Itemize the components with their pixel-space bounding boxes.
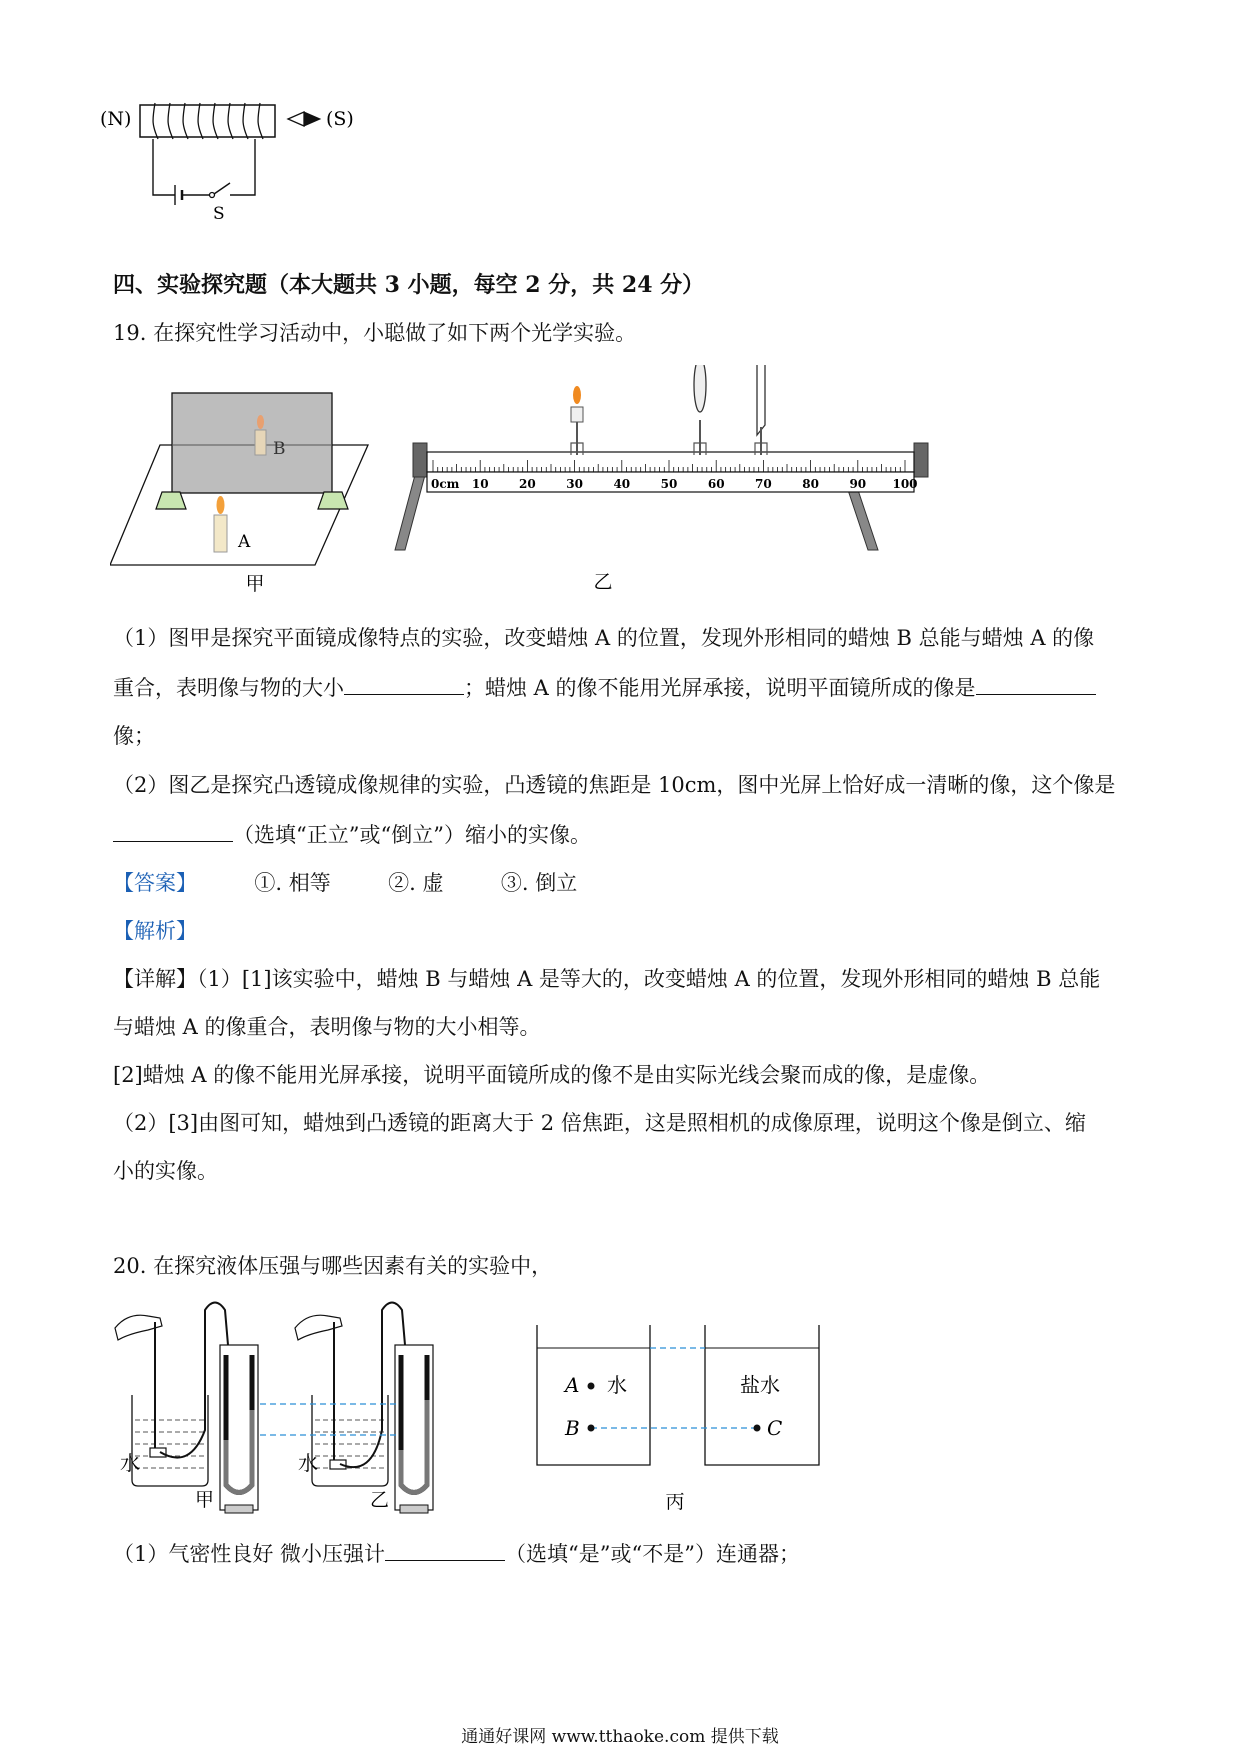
light-screen-icon: [755, 365, 767, 455]
caption-q20-jia: 甲: [195, 1489, 215, 1511]
left-liquid-label: 水: [607, 1373, 627, 1397]
point-c-label: C: [767, 1416, 783, 1440]
ruler-label: 70: [755, 477, 772, 491]
q19-p1-text-b: ；蜡烛 A 的像不能用光屏承接，说明平面镜所成的像是: [464, 676, 976, 700]
detail-3b: 小的实像。: [113, 1159, 218, 1183]
analysis-label: 【解析】: [113, 919, 197, 943]
answer-row: [113, 868, 577, 898]
ruler-label: 50: [660, 477, 678, 491]
detail-2: [2]蜡烛 A 的像不能用光屏承接，说明平面镜所成的像不是由实际光线会聚而成的像，是虚像。: [113, 1063, 991, 1087]
containers-diagram: [535, 1325, 835, 1515]
ruler-label: 40: [613, 477, 631, 491]
right-liquid-label: 盐水: [740, 1373, 780, 1397]
solenoid-diagram: [100, 95, 380, 225]
liquid-label-jia: 水: [120, 1451, 140, 1475]
ruler-label: 80: [802, 477, 819, 491]
q19-p1-text-a: 重合，表明像与物的大小: [113, 676, 344, 700]
caption-q20-yi: 乙: [370, 1489, 390, 1511]
label-n: (N): [100, 108, 132, 130]
ruler-label: 30: [566, 477, 583, 491]
blank-1[interactable]: [344, 672, 464, 695]
pressure-gauge-diagram: [110, 1300, 530, 1515]
q19-p1-line3: 像；: [113, 724, 155, 748]
q19-p2-line1: （2）图乙是探究凸透镜成像规律的实验，凸透镜的焦距是 10cm，图中光屏上恰好成一清晰的像，这个像是: [113, 773, 1116, 797]
ruler-label: 60: [707, 477, 725, 491]
detail-1b: 与蜡烛 A 的像重合，表明像与物的大小相等。: [113, 1015, 541, 1039]
optical-bench-diagram: [385, 365, 960, 600]
page-footer: 通通好课网 www.tthaoke.com 提供下载: [461, 1727, 779, 1747]
figure-optical-bench: [385, 365, 960, 600]
ruler-label: 20: [519, 477, 536, 491]
caption-yi: 乙: [593, 571, 613, 593]
liquid-label-yi: 水: [298, 1451, 318, 1475]
caption-q20-bing: 丙: [665, 1491, 685, 1513]
compass-needle-icon: [288, 112, 320, 126]
figure-containers: [535, 1325, 835, 1515]
q20-p1-text-b: （选填“是”或“不是”）连通器；: [505, 1542, 800, 1566]
answer-label: 【答案】: [113, 871, 197, 895]
point-a-label: A: [565, 1373, 580, 1397]
answer-3: ③. 倒立: [500, 871, 578, 895]
convex-lens-icon: [694, 365, 706, 455]
switch-label: S: [213, 204, 225, 224]
blank-3[interactable]: [113, 819, 233, 842]
section-heading: 四、实验探究题（本大题共 3 小题，每空 2 分，共 24 分）: [113, 272, 705, 298]
candle-holder-icon: [571, 386, 583, 455]
q20-p1-text-a: （1）气密性良好 微小压强计: [113, 1542, 386, 1566]
ruler-label: 10: [471, 477, 489, 491]
blank-2[interactable]: [976, 672, 1096, 695]
q19-p2-line2: [113, 819, 591, 850]
blank-4[interactable]: [385, 1538, 505, 1561]
ruler-start-label: 0cm: [431, 477, 460, 491]
solenoid-figure: [100, 95, 380, 225]
candle-a-label: A: [238, 532, 251, 552]
caption-jia: 甲: [245, 573, 265, 595]
candle-b-label: B: [273, 439, 286, 459]
q19-p2-text: （选填“正立”或“倒立”）缩小的实像。: [233, 823, 591, 847]
plane-mirror-diagram: [110, 385, 375, 600]
detail-1a: 【详解】（1）[1]该实验中，蜡烛 B 与蜡烛 A 是等大的，改变蜡烛 A 的位置，发现外形相同的蜡烛 B 总能: [113, 967, 1101, 991]
label-s: (S): [326, 108, 354, 130]
point-b-label: B: [565, 1416, 580, 1440]
answer-1: ①. 相等: [254, 871, 331, 895]
q19-p1-line1: （1）图甲是探究平面镜成像特点的实验，改变蜡烛 A 的位置，发现外形相同的蜡烛 B 总能与蜡烛 A 的像: [113, 626, 1095, 650]
q20-p1: [113, 1538, 800, 1569]
q20-stem: 20. 在探究液体压强与哪些因素有关的实验中，: [113, 1254, 553, 1278]
ruler-label: 90: [849, 477, 867, 491]
figure-plane-mirror: [110, 385, 375, 600]
q19-p1-line2: [113, 672, 1096, 703]
ruler-label: 100: [892, 477, 918, 491]
q19-stem: 19. 在探究性学习活动中，小聪做了如下两个光学实验。: [113, 321, 637, 345]
detail-3a: （2）[3]由图可知，蜡烛到凸透镜的距离大于 2 倍焦距，这是照相机的成像原理，说明这个像是倒立、缩: [113, 1111, 1086, 1135]
figure-pressure-gauges: [110, 1300, 530, 1515]
answer-2: ②. 虚: [388, 871, 444, 895]
